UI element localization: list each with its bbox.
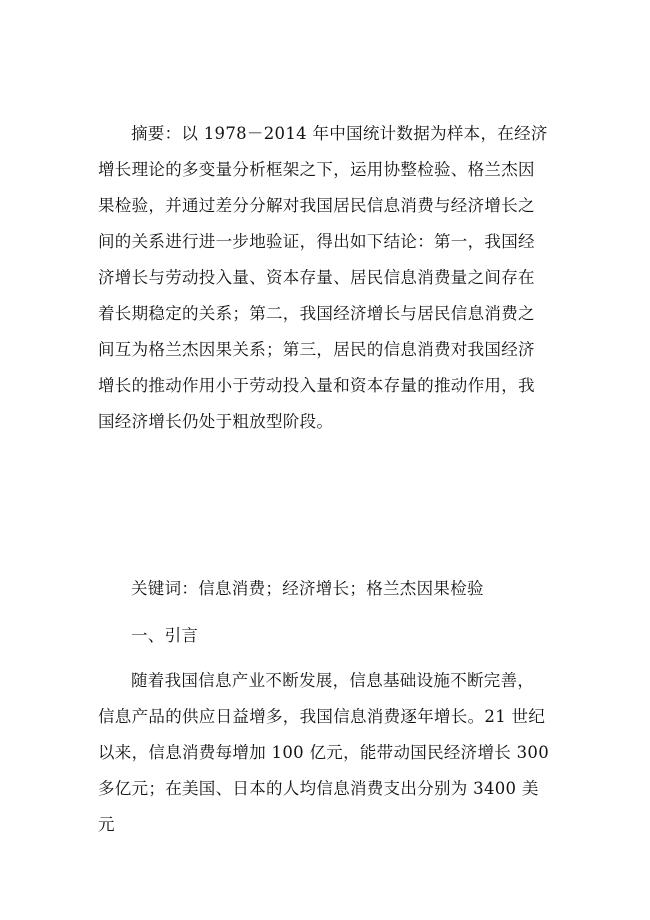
abstract-section [98,116,550,440]
body-section [98,663,550,843]
section-heading-block [98,618,550,654]
keywords-section [98,571,550,607]
section-heading: 一、引言 [131,626,199,645]
keywords-line: 关键词：信息消费；经济增长；格兰杰因果检验 [131,579,484,598]
abstract-paragraph: 摘要：以 1978－2014 年中国统计数据为样本，在经济增长理论的多变量分析框架之下，运用协整检验、格兰杰因果检验，并通过差分分解对我国居民信息消费与经济增长之间的关系进行进一步地验证，得出如下结论：第一，我国经济增长与劳动投入量、资本存量、居民信息消费量之间存在着长期稳定的关系；第二，我国经济增长与居民信息消费之间互为格兰杰因果关系；第三，居民的信息消费对我国经济增长的推动作用小于劳动投入量和资本存量的推动作用，我国经济增长仍处于粗放型阶段。 [98,124,548,431]
body-paragraph: 随着我国信息产业不断发展，信息基础设施不断完善，信息产品的供应日益增多，我国信息消费逐年增长。21 世纪以来，信息消费每增加 100 亿元，能带动国民经济增长 300 多亿元；在美国、日本的人均信息消费支出分别为 3400 美元 [98,671,550,834]
